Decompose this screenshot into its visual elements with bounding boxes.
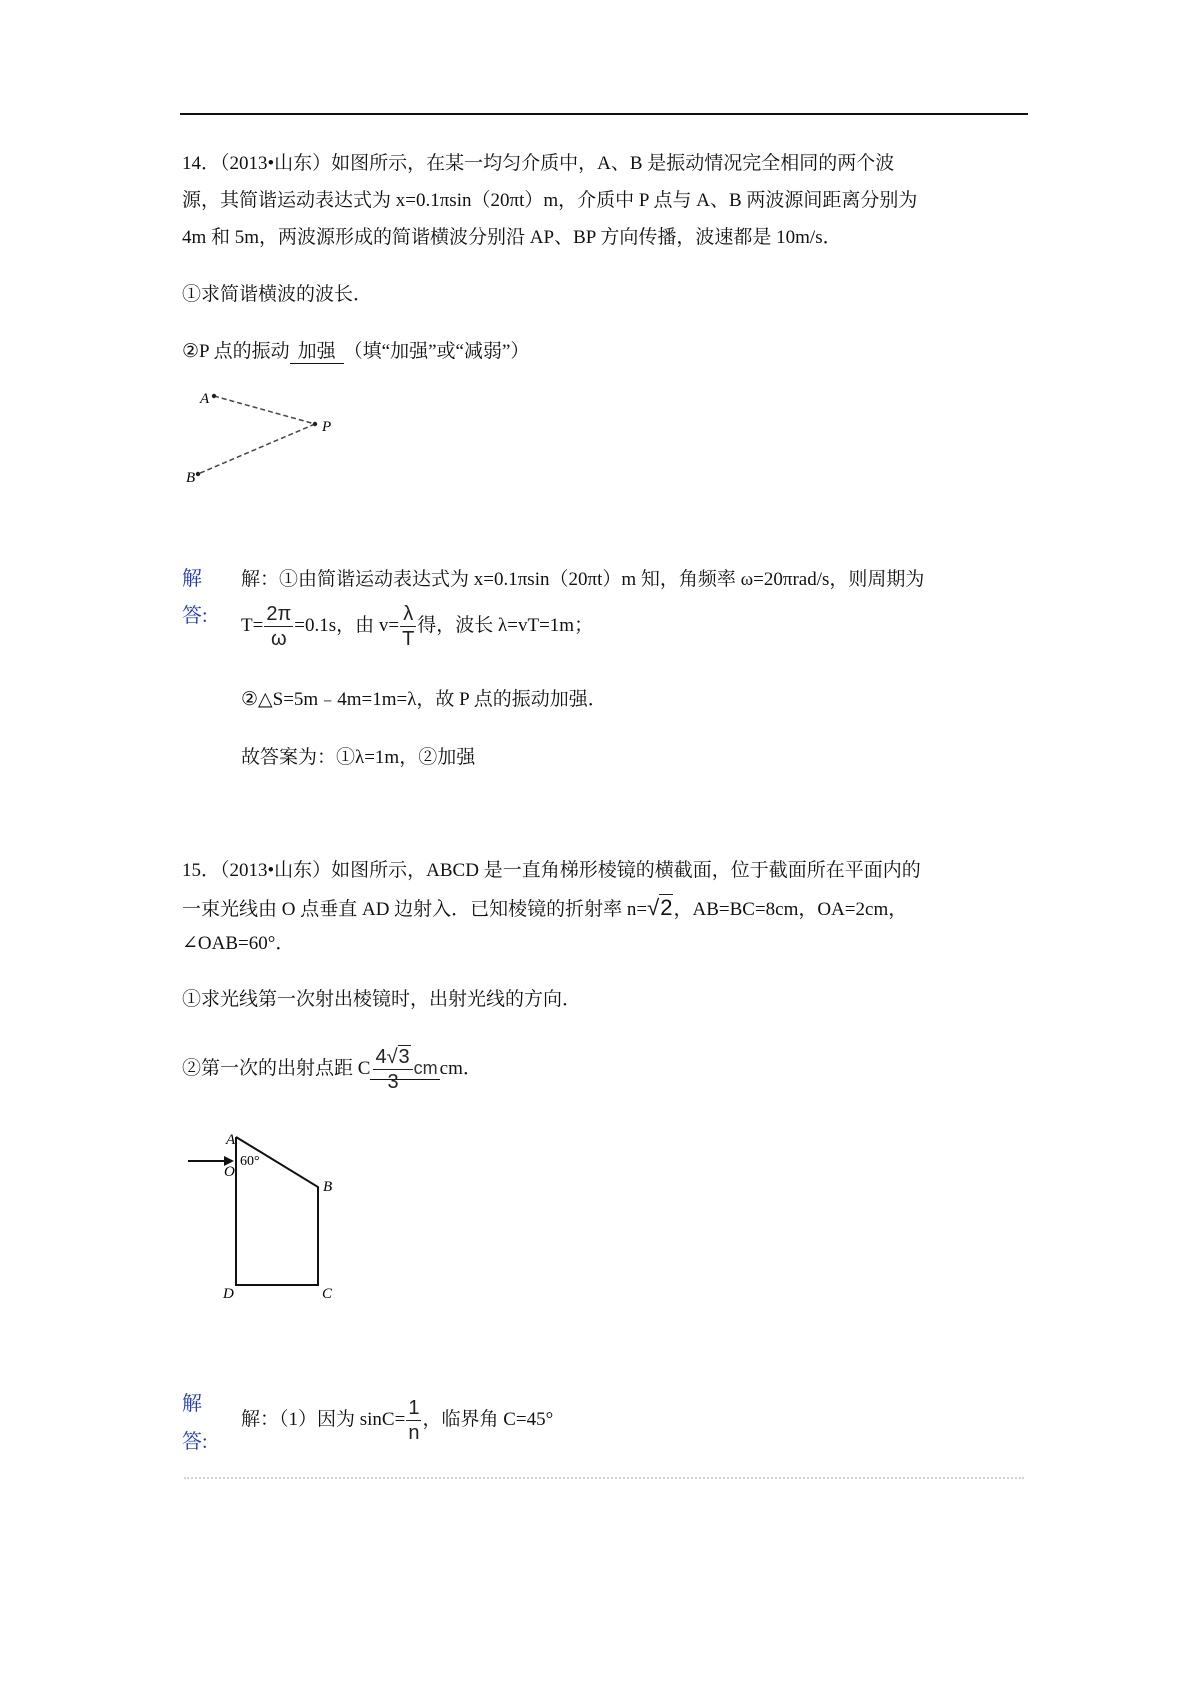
q14-solution-tag-top: 解 [182,568,202,590]
q14-solution-line2 [241,600,593,652]
label-b: B [186,470,196,486]
q14-part2 [182,340,529,364]
q15-sol-text-b: ，临界角 C=45° [422,1409,554,1430]
footer-dotted-rule [184,1477,1024,1479]
q14-solution-line4: 故答案为：①λ=1m，②加强 [241,747,476,768]
q15-part2-prefix: ②第一次的出射点距 C [182,1058,371,1079]
q15-stem-line2-b: ，AB=BC=8cm，OA=2cm， [673,899,908,920]
sqrt-2: √2 [647,895,673,920]
q15-solution-line1 [241,1394,553,1446]
q14-part1: ①求简谐横波的波长． [182,284,373,305]
q15-part1: ①求光线第一次射出棱镜时，出射光线的方向． [182,989,582,1010]
label-a: A [200,391,210,407]
fraction-denominator: T [402,628,415,651]
sqrt-radicand: 3 [398,1046,410,1069]
q14-sol-period: =0.1s，由 v= [294,615,400,636]
label-b: B [323,1179,333,1195]
fraction-denominator: ω [270,628,287,651]
q15-stem-line2-a: 一束光线由 O 点垂直 AD 边射入．已知棱镜的折射率 n= [182,899,648,920]
point-a [212,394,216,398]
q14-solution-line1: 解：①由简谐运动表达式为 x=0.1πsin（20πt）m 知，角频率 ω=20πrad/s，则周期为 [241,569,925,590]
q14-stem-line2: 源，其简谐运动表达式为 x=0.1πsin（20πt）m，介质中 P 点与 A、B 两波源间距离分别为 [182,190,918,211]
fraction-denominator: n [408,1422,420,1445]
q15-part2-suffix: cm． [439,1058,482,1079]
label-c: C [322,1286,333,1302]
fraction-numerator: λ [403,603,414,626]
q14-sol-t-eq: T= [241,615,264,636]
q14-solution-line3: ②△S=5m﹣4m=1m=λ，故 P 点的振动加强． [241,689,607,710]
point-p [313,422,317,426]
line-bp [198,424,315,474]
fraction-coefficient: 4 [375,1046,387,1069]
fraction-denominator: 3 [387,1071,399,1094]
q15-part2 [182,1040,482,1097]
q15-stem-line2 [182,893,907,925]
answer-unit: cm [413,1058,438,1078]
q15-sol-text-a: 解：（1）因为 sinC= [241,1409,406,1430]
q14-part2-answer: 加强 [290,341,344,364]
label-o: O [224,1164,235,1180]
q15-part2-answer [370,1046,439,1094]
q14-part2-suffix: （填“加强”或“减弱”） [343,341,530,362]
fraction-1-over-n [406,1397,421,1444]
q14-stem-line3: 4m 和 5m，两波源形成的简谐横波分别沿 AP、BP 方向传播，波速都是 10m/s． [182,227,842,248]
header-rule [180,113,1028,115]
label-d: D [223,1286,234,1302]
fraction-4sqrt3-over-3: $\frac{4√3}{3}$ [373,1046,412,1093]
line-ap [214,396,315,424]
sqrt-radicand: 2 [660,895,673,920]
label-p: P [322,419,332,435]
q14-part2-prefix: ②P 点的振动 [182,341,290,362]
q14-solution-tag-bottom: 答: [182,605,208,627]
q14-stem-line1: 14．（2013•山东）如图所示，在某一均匀介质中，A、B 是振动情况完全相同的两个波 [182,153,895,174]
fraction-2pi-over-omega [264,603,293,650]
q15-prism-figure [180,1125,350,1310]
fraction-lambda-over-t [400,603,416,650]
q14-wave-figure [180,384,350,494]
q15-stem-line1: 15．（2013•山东）如图所示，ABCD 是一直角梯形棱镜的横截面，位于截面所在平面内的 [182,860,921,881]
angle-label: 60° [240,1154,260,1169]
q14-sol-wavelength: 得，波长 λ=vT=1m； [417,615,594,636]
point-b [196,472,200,476]
fraction-numerator: 1 [408,1397,420,1420]
q15-solution-tag-bottom: 答: [182,1431,208,1453]
q15-stem-line3: ∠OAB=60°． [182,933,295,954]
q15-solution-tag-top: 解 [182,1393,202,1415]
label-a: A [226,1132,236,1148]
fraction-numerator: 2π [266,603,292,626]
